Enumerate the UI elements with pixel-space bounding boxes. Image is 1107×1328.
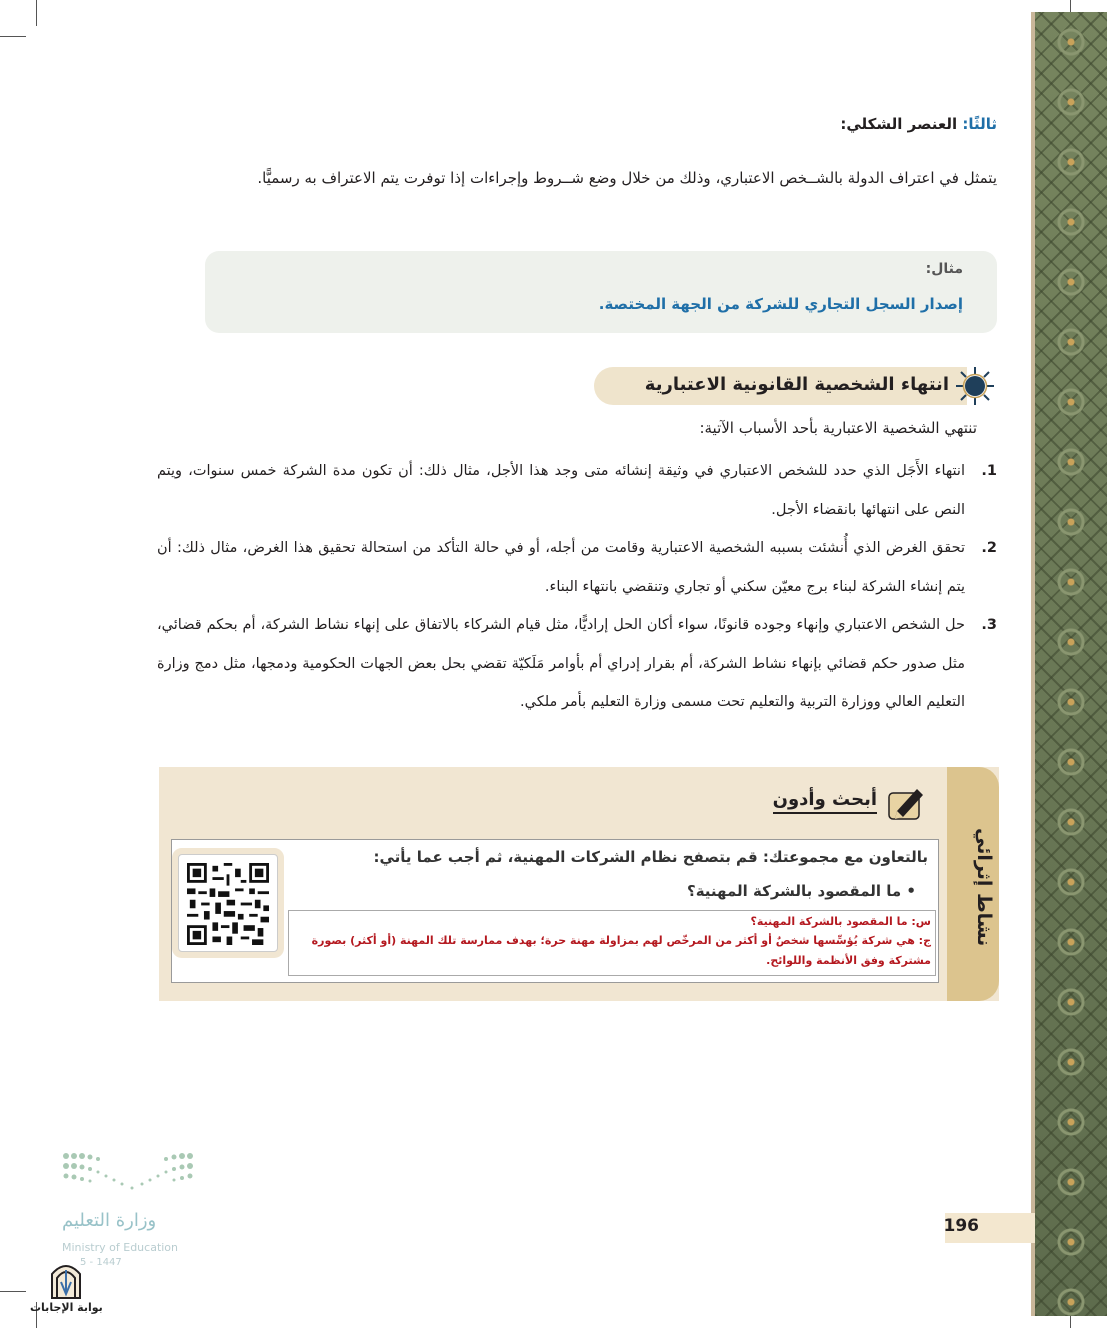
answer-text: ج: هي شركة يُؤسِّسها شخصٌ أو أكثر من المرخّص لهم بمزاولة مهنة حرة؛ بهدف ممارسة تلك المهنة (أو أكثر) بصورة مشتركة وفق الأنظمة واللوائح. (311, 934, 931, 967)
qr-code-icon (187, 863, 269, 945)
page-number: 196 (943, 1216, 979, 1236)
example-text: إصدار السجل التجاري للشركة من الجهة المختصة. (598, 295, 963, 313)
section-title: العنصر الشكلي: (840, 115, 958, 133)
answer-question: س: ما المقصود بالشركة المهنية؟ (750, 915, 931, 928)
pencil-note-icon (883, 781, 927, 825)
activity-question: بالتعاون مع مجموعتك: قم بتصفح نظام الشركات المهنية، ثم أجب عما يأتي: (373, 848, 928, 866)
qr-code[interactable] (178, 854, 278, 952)
activity-side-tab (947, 767, 999, 1001)
crop-mark (0, 36, 26, 37)
ministry-name-arabic: وزارة التعليم (62, 1210, 157, 1231)
ministry-year: 5 - 1447 (80, 1257, 122, 1268)
list-number: 2. (981, 540, 997, 556)
activity-content (171, 839, 939, 983)
crop-mark (0, 1291, 26, 1292)
list-item (157, 529, 997, 606)
research-title: أبحث وأدون (773, 789, 877, 814)
activity-side-label: نشاط إثرائي (973, 827, 995, 947)
list-text: حل الشخص الاعتباري وإنهاء وجوده قانونًا، سواء أكان الحل إراديًّا، مثل قيام الشركاء بالاتفاق على إنهاء نشاط الشركة، أم بحكم قضائي، مثل صدور حكم قضائي بإنهاء نشاط الشركة، أم بقرار إدراي أم بأوامر مَلَكيّة تقضي بحل بعض الجهات الحكومية ودمجها، مثل دمج وزارة التعليم العالي ووزارة التربية والتعليم تحت مسمى وزارة التعليم بأمر ملكي. (157, 617, 965, 710)
list-text: انتهاء الأَجَل الذي حدد للشخص الاعتباري في وثيقة إنشائه متى وجد هذا الأجل، مثال ذلك: أن تكون مدة الشركة خمس سنوات، ويتم النص على انتهائها بانقضاء الأجل. (157, 463, 965, 518)
portal-logo-icon (44, 1256, 88, 1300)
enrichment-activity-box (159, 767, 999, 1001)
list-number: 3. (981, 617, 997, 633)
portal-label: بوابة الإجابات (30, 1301, 103, 1314)
section-paragraph: يتمثل في اعتراف الدولة بالشــخص الاعتباري، وذلك من خلال وضع شــروط وإجراءات إذا توفرت يتم الاعتراف به رسميًّا. (257, 169, 997, 187)
answer-box (288, 910, 936, 976)
decorative-pattern-border (1035, 12, 1107, 1316)
list-text: تحقق الغرض الذي أُنشئت بسببه الشخصية الاعتبارية وقامت من أجله، أو في حالة التأكد من استحالة تحقيق هذا الغرض، مثال ذلك: أن يتم إنشاء الشركة لبناء برج معيّن سكني أو تجاري وتنقضي بانتهاء البناء. (157, 540, 965, 595)
termination-intro: تنتهي الشخصية الاعتبارية بأحد الأسباب الآتية: (699, 419, 977, 437)
sun-bullet-icon (955, 366, 995, 406)
activity-bullet-text: ما المقصود بالشركة المهنية؟ (687, 882, 902, 900)
list-number: 1. (981, 463, 997, 479)
termination-title: انتهاء الشخصية القانونية الاعتبارية (644, 374, 949, 395)
list-item (157, 452, 997, 529)
ministry-name-english: Ministry of Education (62, 1241, 179, 1254)
reasons-list (157, 452, 997, 722)
example-box (205, 251, 997, 333)
section-heading (840, 115, 997, 133)
ministry-logo-dots-icon (60, 1150, 210, 1210)
example-label: مثال: (925, 261, 963, 277)
section-number: ثالثًا: (962, 115, 997, 133)
list-item (157, 606, 997, 722)
activity-bullet: • ما المقصود بالشركة المهنية؟ (687, 882, 916, 900)
crop-mark (36, 0, 37, 26)
